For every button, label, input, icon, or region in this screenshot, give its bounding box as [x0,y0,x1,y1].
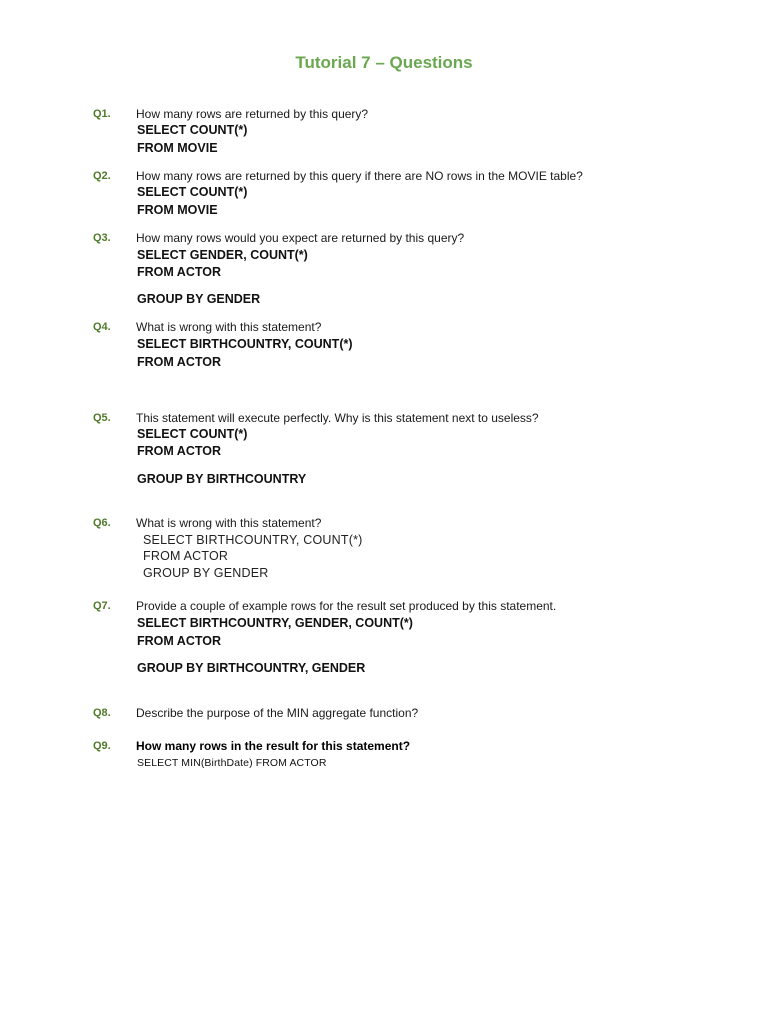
question-text: This statement will execute perfectly. Why is this statement next to useless? [136,411,539,425]
sql-line: SELECT BIRTHCOUNTRY, COUNT(*) [143,533,363,547]
sql-line: SELECT COUNT(*) [137,123,248,137]
sql-line: GROUP BY BIRTHCOUNTRY, GENDER [137,661,366,675]
question-text: Provide a couple of example rows for the result set produced by this statement. [136,599,557,613]
sql-line: FROM MOVIE [137,203,218,217]
question-text: How many rows are returned by this query? [136,107,369,121]
sql-line: SELECT BIRTHCOUNTRY, GENDER, COUNT(*) [137,616,413,630]
question-number: Q1. [93,108,111,120]
question-text: How many rows would you expect are returned by this query? [136,231,465,245]
question-text: What is wrong with this statement? [136,516,322,530]
question-number: Q6. [93,517,111,529]
page-title: Tutorial 7 – Questions [295,53,473,72]
sql-line: FROM ACTOR [137,444,222,458]
question-text: Describe the purpose of the MIN aggregate function? [136,706,419,720]
question-number: Q7. [93,600,111,612]
question-text: How many rows in the result for this statement? [136,739,411,753]
sql-line: FROM ACTOR [137,355,222,369]
sql-line: SELECT COUNT(*) [137,185,248,199]
sql-line: FROM ACTOR [137,634,222,648]
question-number: Q4. [93,321,111,333]
sql-line: GROUP BY GENDER [137,292,261,306]
sql-line: SELECT GENDER, COUNT(*) [137,248,308,262]
sql-line: SELECT MIN(BirthDate) FROM ACTOR [137,757,327,769]
sql-line: GROUP BY GENDER [143,566,269,580]
question-number: Q9. [93,740,111,752]
sql-line: SELECT COUNT(*) [137,427,248,441]
question-number: Q3. [93,232,111,244]
sql-line: FROM MOVIE [137,141,218,155]
question-number: Q8. [93,707,111,719]
sql-line: SELECT BIRTHCOUNTRY, COUNT(*) [137,337,353,351]
sql-line: FROM ACTOR [137,265,222,279]
question-number: Q5. [93,412,111,424]
question-text: How many rows are returned by this query if there are NO rows in the MOVIE table? [136,169,583,183]
question-number: Q2. [93,170,111,182]
question-text: What is wrong with this statement? [136,320,322,334]
sql-line: GROUP BY BIRTHCOUNTRY [137,472,307,486]
sql-line: FROM ACTOR [143,549,229,563]
